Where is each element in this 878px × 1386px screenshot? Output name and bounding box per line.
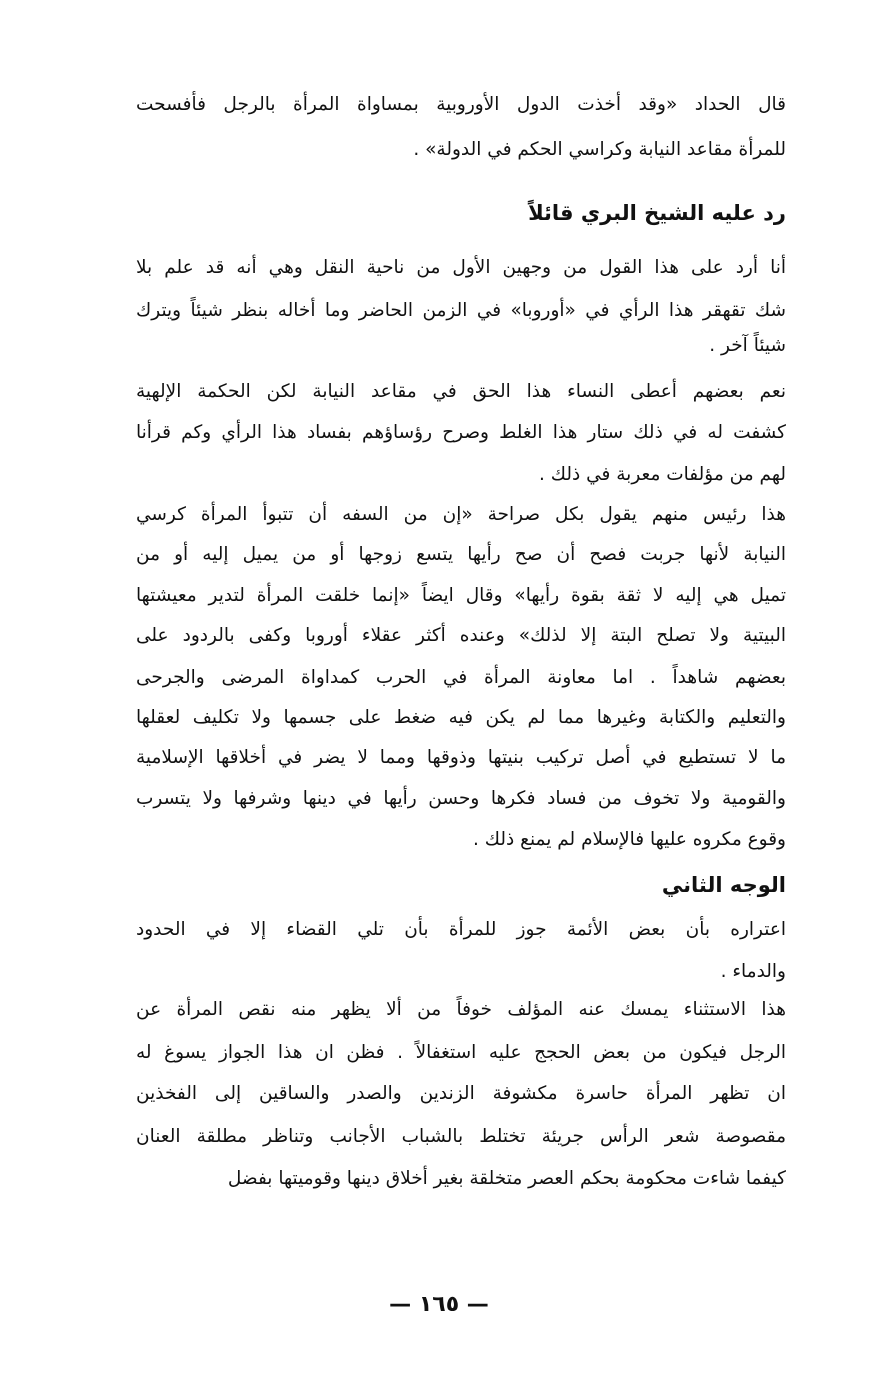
paragraph-line: كيفما شاءت محكومة بحكم العصر متخلقة بغير أخلاق دينها وقوميتها بفضل bbox=[227, 1168, 786, 1189]
section-heading: رد عليه الشيخ البري قائلاً bbox=[528, 201, 786, 225]
paragraph-line: للمرأة مقاعد النيابة وكراسي الحكم في الدولة» . bbox=[413, 139, 786, 160]
paragraph-line: والقومية ولا تخوف من فساد فكرها وحسن رأيها في دينها وشرفها ولا يتسرب bbox=[136, 788, 786, 809]
paragraph-line: شيئاً آخر . bbox=[709, 335, 786, 356]
paragraph-line: مقصوصة شعر الرأس جريئة تختلط بالشباب الأجانب وتناظر مطلقة العنان bbox=[136, 1126, 786, 1147]
paragraph-line: نعم بعضهم أعطى النساء هذا الحق في مقاعد النيابة لكن الحكمة الإلهية bbox=[136, 381, 786, 402]
paragraph-line: شك تقهقر هذا الرأي في «أوروبا» في الزمن الحاضر وما أخاله بنظر شيئاً ويترك bbox=[136, 300, 786, 321]
paragraph-line: والتعليم والكتابة وغيرها مما لم يكن فيه ضغط على جسمها ولا تكليف لعقلها bbox=[136, 707, 786, 728]
paragraph-line: الرجل فيكون من بعض الحجج عليه استغفالاً . فظن ان هذا الجواز يسوغ له bbox=[136, 1042, 786, 1063]
page-number: — ١٦٥ — bbox=[389, 1292, 489, 1317]
paragraph-line: أنا أرد على هذا القول من وجهين الأول من ناحية النقل وهي أنه قد علم بلا bbox=[136, 257, 786, 278]
paragraph-line: اعتراره بأن بعض الأئمة جوز للمرأة بأن تلي القضاء إلا في الحدود bbox=[136, 919, 786, 940]
paragraph-line: ما لا تستطيع في أصل تركيب بنيتها وذوقها ومما لا يضر في أخلاقها الإسلامية bbox=[136, 747, 786, 768]
section-heading: الوجه الثاني bbox=[661, 873, 786, 897]
paragraph-line: ان تظهر المرأة حاسرة مكشوفة الزندين والصدر والساقين إلى الفخذين bbox=[136, 1083, 786, 1104]
paragraph-line: وقوع مكروه عليها فالإسلام لم يمنع ذلك . bbox=[472, 829, 786, 850]
paragraph-line: قال الحداد «وقد أخذت الدول الأوروبية بمساواة المرأة بالرجل فأفسحت bbox=[136, 94, 786, 115]
paragraph-line: هذا رئيس منهم يقول بكل صراحة «إن من السفه أن تتبوأ المرأة كرسي bbox=[136, 504, 786, 525]
paragraph-line: هذا الاستثناء يمسك عنه المؤلف خوفاً من ألا يظهر منه نقص المرأة عن bbox=[136, 999, 786, 1020]
paragraph-line: البيتية ولا تصلح البتة إلا لذلك» وعنده أكثر عقلاء أوروبا وكفى بالردود على bbox=[136, 625, 786, 646]
paragraph-line: كشفت له في ذلك ستار هذا الغلط وصرح رؤساؤهم بفساد هذا الرأي وكم قرأنا bbox=[136, 422, 786, 443]
paragraph-line: بعضهم شاهداً . اما معاونة المرأة في الحرب كمداواة المرضى والجرحى bbox=[136, 667, 786, 688]
paragraph-line: والدماء . bbox=[720, 961, 786, 982]
paragraph-line: لهم من مؤلفات معربة في ذلك . bbox=[539, 464, 786, 485]
paragraph-line: تميل هي إليه لا ثقة بقوة رأيها» وقال ايضاً «إنما خلقت المرأة لتدير معيشتها bbox=[136, 585, 786, 606]
paragraph-line: النيابة لأنها جربت فصح أن صح رأيها يتسع زوجها أو من يميل إليه أو من bbox=[136, 544, 786, 565]
